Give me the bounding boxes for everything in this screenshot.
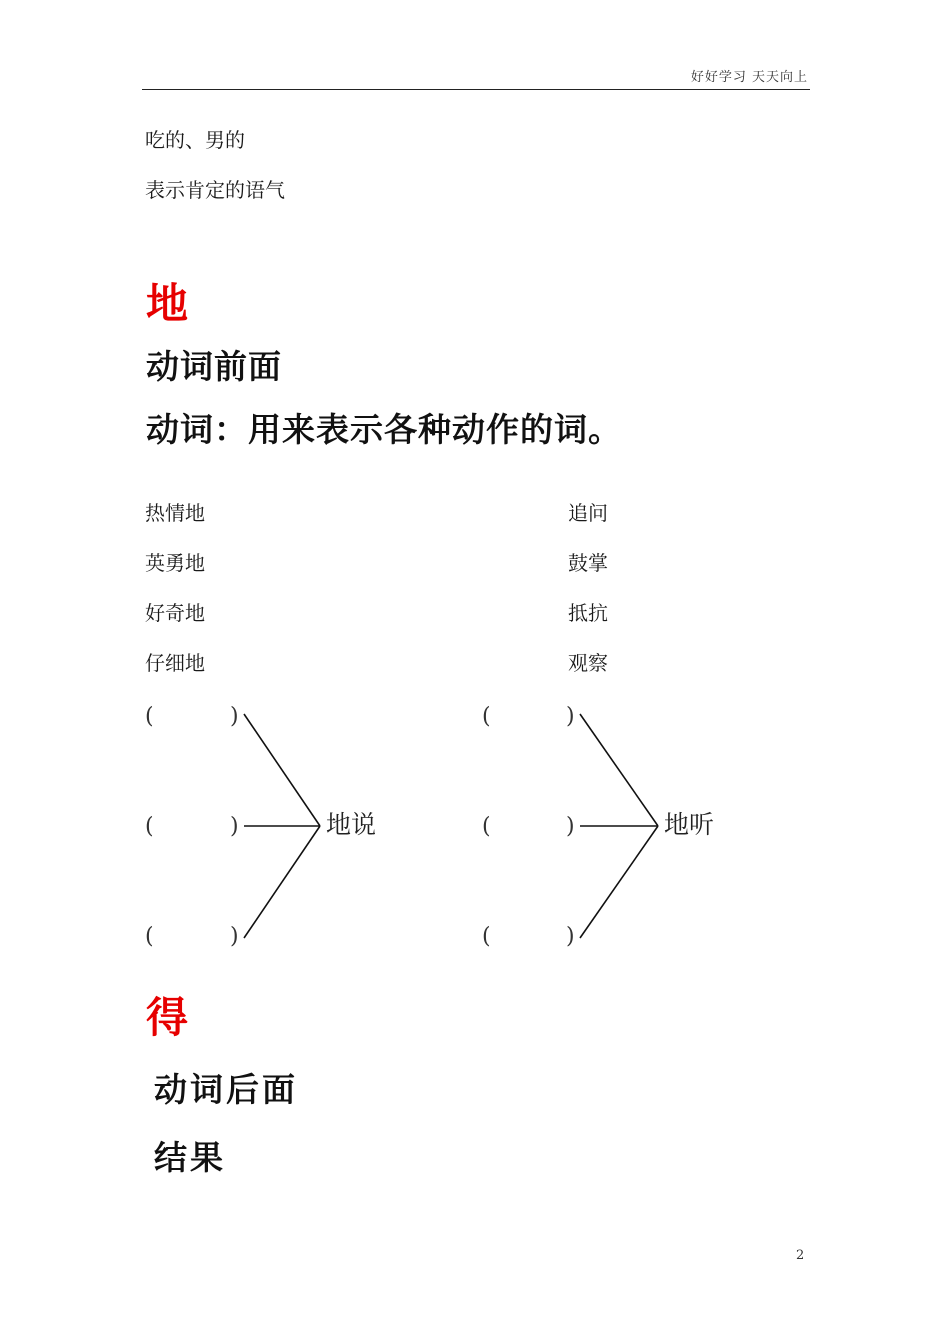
intro-line-2: 表示肯定的语气 <box>145 178 285 202</box>
verb-item: 追问 <box>568 501 608 525</box>
verb-item: 观察 <box>568 651 608 675</box>
adverb-item: 英勇地 <box>145 551 205 575</box>
right-connector-bottom <box>580 826 658 938</box>
section-de-subtitle: 动词后面 <box>154 1070 298 1109</box>
section-di-subtitle: 动词前面 <box>146 347 282 386</box>
blank-open-paren: ( <box>145 704 154 729</box>
left-connector-bottom <box>244 826 320 938</box>
section-title-di: 地 <box>146 279 189 328</box>
section-title-de: 得 <box>146 993 189 1042</box>
diagram-hub-label: 地听 <box>664 810 715 839</box>
blank-close-paren: ) <box>566 704 575 729</box>
blank-open-paren: ( <box>145 924 154 949</box>
blank-close-paren: ) <box>230 924 239 949</box>
blank-open-paren: ( <box>145 814 154 839</box>
verb-definition: 动词：用来表示各种动作的词。 <box>146 410 622 449</box>
verb-item: 鼓掌 <box>568 551 608 575</box>
page-number: 2 <box>796 1248 805 1263</box>
adverb-item: 热情地 <box>145 501 205 525</box>
blank-close-paren: ) <box>230 814 239 839</box>
header-motto: 好好学习 天天向上 <box>690 70 808 85</box>
blank-close-paren: ) <box>230 704 239 729</box>
verb-item: 抵抗 <box>568 601 608 625</box>
blank-open-paren: ( <box>482 814 491 839</box>
blank-close-paren: ) <box>566 814 575 839</box>
left-connector-top <box>244 714 320 826</box>
header-divider <box>142 89 810 90</box>
blank-open-paren: ( <box>482 704 491 729</box>
diagram-hub-label: 地说 <box>326 810 377 839</box>
blank-close-paren: ) <box>566 924 575 949</box>
right-connector-top <box>580 714 658 826</box>
adverb-item: 仔细地 <box>145 651 205 675</box>
section-de-result: 结果 <box>154 1138 226 1177</box>
intro-line-1: 吃的、男的 <box>145 128 245 152</box>
blank-open-paren: ( <box>482 924 491 949</box>
adverb-item: 好奇地 <box>145 601 205 625</box>
